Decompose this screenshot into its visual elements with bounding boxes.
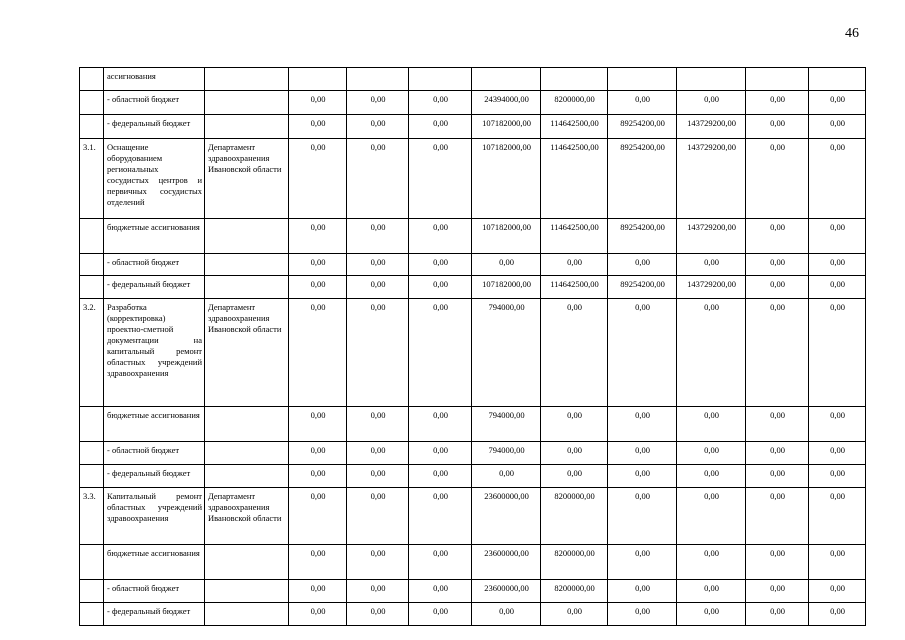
table-row [80, 488, 866, 545]
value-cell: 0,00 [608, 465, 677, 488]
value-cell: 0,00 [289, 299, 347, 407]
value-cell: 0,00 [541, 299, 608, 407]
value-cell: 23600000,00 [472, 545, 541, 580]
value-cell: 0,00 [746, 219, 809, 254]
value-cell: 0,00 [541, 254, 608, 276]
value-cell: 0,00 [541, 407, 608, 442]
table-row [80, 68, 866, 91]
executor-cell [205, 115, 289, 139]
value-cell: 0,00 [347, 442, 409, 465]
value-cell: 0,00 [409, 219, 472, 254]
table-row [80, 276, 866, 299]
row-number-cell: 3.3. [80, 488, 104, 545]
row-number-cell [80, 276, 104, 299]
value-cell: 0,00 [409, 276, 472, 299]
row-number-cell [80, 465, 104, 488]
value-cell: 0,00 [347, 91, 409, 115]
executor-cell: Департамент здравоохранения Ивановской области [205, 299, 289, 407]
value-cell: 0,00 [809, 488, 866, 545]
value-cell: 0,00 [409, 299, 472, 407]
value-cell: 143729200,00 [677, 115, 746, 139]
value-cell: 0,00 [409, 91, 472, 115]
value-cell: 0,00 [809, 580, 866, 603]
value-cell: 0,00 [809, 219, 866, 254]
table-row [80, 219, 866, 254]
executor-cell [205, 276, 289, 299]
table-row [80, 91, 866, 115]
row-number-cell: 3.1. [80, 139, 104, 219]
value-cell: 0,00 [746, 407, 809, 442]
table-row [80, 580, 866, 603]
value-cell: 24394000,00 [472, 91, 541, 115]
row-name-cell: - областной бюджет [104, 442, 205, 465]
value-cell: 89254200,00 [608, 276, 677, 299]
value-cell: 0,00 [746, 442, 809, 465]
value-cell: 0,00 [289, 407, 347, 442]
value-cell: 0,00 [289, 465, 347, 488]
value-cell: 0,00 [347, 580, 409, 603]
table-row [80, 465, 866, 488]
value-cell [677, 68, 746, 91]
value-cell [746, 68, 809, 91]
value-cell: 0,00 [809, 115, 866, 139]
value-cell: 0,00 [409, 580, 472, 603]
value-cell [809, 68, 866, 91]
executor-cell [205, 442, 289, 465]
row-name-cell: - областной бюджет [104, 580, 205, 603]
row-number-cell [80, 407, 104, 442]
table-row [80, 115, 866, 139]
row-number-cell [80, 442, 104, 465]
row-name-cell: бюджетные ассигнования [104, 219, 205, 254]
value-cell: 0,00 [809, 407, 866, 442]
value-cell: 0,00 [608, 442, 677, 465]
row-name-cell: ассигнования [104, 68, 205, 91]
value-cell: 89254200,00 [608, 219, 677, 254]
row-number-cell [80, 91, 104, 115]
value-cell: 114642500,00 [541, 139, 608, 219]
executor-cell [205, 603, 289, 626]
value-cell: 0,00 [809, 276, 866, 299]
value-cell: 0,00 [409, 115, 472, 139]
value-cell [472, 68, 541, 91]
value-cell: 23600000,00 [472, 580, 541, 603]
value-cell: 0,00 [746, 603, 809, 626]
table-row [80, 603, 866, 626]
value-cell: 0,00 [746, 139, 809, 219]
value-cell: 0,00 [677, 580, 746, 603]
value-cell: 0,00 [347, 299, 409, 407]
row-name-cell: - федеральный бюджет [104, 115, 205, 139]
value-cell: 0,00 [289, 254, 347, 276]
value-cell: 0,00 [608, 580, 677, 603]
value-cell: 0,00 [472, 603, 541, 626]
value-cell: 8200000,00 [541, 91, 608, 115]
row-name-cell: - федеральный бюджет [104, 603, 205, 626]
value-cell: 0,00 [347, 115, 409, 139]
row-name-cell: бюджетные ассигнования [104, 545, 205, 580]
value-cell: 0,00 [409, 254, 472, 276]
row-name-cell: - областной бюджет [104, 254, 205, 276]
page-number: 46 [845, 26, 859, 41]
value-cell: 0,00 [289, 580, 347, 603]
value-cell [409, 68, 472, 91]
value-cell: 0,00 [608, 299, 677, 407]
value-cell: 0,00 [677, 545, 746, 580]
value-cell: 0,00 [289, 115, 347, 139]
value-cell: 0,00 [347, 488, 409, 545]
value-cell: 0,00 [409, 603, 472, 626]
value-cell: 8200000,00 [541, 488, 608, 545]
value-cell: 794000,00 [472, 299, 541, 407]
table-row [80, 139, 866, 219]
value-cell: 0,00 [809, 139, 866, 219]
executor-cell: Департамент здравоохранения Ивановской области [205, 488, 289, 545]
value-cell: 0,00 [809, 603, 866, 626]
value-cell: 0,00 [347, 545, 409, 580]
table-row [80, 299, 866, 407]
executor-cell [205, 580, 289, 603]
value-cell: 794000,00 [472, 442, 541, 465]
executor-cell: Департамент здравоохранения Ивановской области [205, 139, 289, 219]
value-cell: 143729200,00 [677, 276, 746, 299]
value-cell: 23600000,00 [472, 488, 541, 545]
value-cell: 107182000,00 [472, 219, 541, 254]
table-row [80, 442, 866, 465]
value-cell: 0,00 [677, 254, 746, 276]
value-cell: 0,00 [608, 254, 677, 276]
value-cell: 0,00 [677, 488, 746, 545]
value-cell: 89254200,00 [608, 115, 677, 139]
row-number-cell [80, 254, 104, 276]
value-cell: 0,00 [608, 545, 677, 580]
value-cell: 0,00 [746, 91, 809, 115]
value-cell: 794000,00 [472, 407, 541, 442]
value-cell: 0,00 [809, 442, 866, 465]
value-cell: 0,00 [347, 407, 409, 442]
value-cell [541, 68, 608, 91]
value-cell: 8200000,00 [541, 545, 608, 580]
row-number-cell: 3.2. [80, 299, 104, 407]
row-name-cell: - федеральный бюджет [104, 465, 205, 488]
value-cell: 0,00 [608, 407, 677, 442]
value-cell: 0,00 [677, 299, 746, 407]
value-cell: 0,00 [746, 299, 809, 407]
value-cell: 0,00 [809, 545, 866, 580]
value-cell: 0,00 [677, 442, 746, 465]
value-cell: 0,00 [608, 603, 677, 626]
value-cell: 0,00 [746, 488, 809, 545]
value-cell: 0,00 [746, 254, 809, 276]
value-cell: 0,00 [289, 488, 347, 545]
budget-table [79, 67, 866, 626]
value-cell: 0,00 [472, 465, 541, 488]
value-cell: 0,00 [409, 139, 472, 219]
value-cell: 0,00 [409, 488, 472, 545]
executor-cell [205, 465, 289, 488]
row-name-cell: - федеральный бюджет [104, 276, 205, 299]
value-cell: 0,00 [809, 299, 866, 407]
value-cell: 0,00 [409, 407, 472, 442]
value-cell: 0,00 [289, 442, 347, 465]
value-cell: 0,00 [677, 465, 746, 488]
value-cell: 0,00 [347, 254, 409, 276]
value-cell: 0,00 [409, 442, 472, 465]
executor-cell [205, 407, 289, 442]
value-cell: 0,00 [746, 580, 809, 603]
table-row [80, 545, 866, 580]
value-cell: 0,00 [347, 219, 409, 254]
value-cell: 0,00 [677, 91, 746, 115]
value-cell: 107182000,00 [472, 276, 541, 299]
value-cell: 0,00 [289, 545, 347, 580]
executor-cell [205, 68, 289, 91]
value-cell: 0,00 [746, 276, 809, 299]
row-name-cell: - областной бюджет [104, 91, 205, 115]
value-cell: 0,00 [809, 91, 866, 115]
row-name-cell: бюджетные ассигнования [104, 407, 205, 442]
row-number-cell [80, 115, 104, 139]
value-cell: 0,00 [746, 115, 809, 139]
value-cell: 0,00 [289, 603, 347, 626]
value-cell: 0,00 [472, 254, 541, 276]
row-number-cell [80, 545, 104, 580]
value-cell: 0,00 [541, 603, 608, 626]
row-number-cell [80, 68, 104, 91]
value-cell [347, 68, 409, 91]
value-cell: 0,00 [347, 465, 409, 488]
row-name-cell: Оснащение оборудованием региональных сосудистых центров и первичных сосудистых отделений [104, 139, 205, 219]
value-cell: 143729200,00 [677, 139, 746, 219]
value-cell: 0,00 [289, 91, 347, 115]
value-cell: 89254200,00 [608, 139, 677, 219]
value-cell: 0,00 [409, 545, 472, 580]
row-number-cell [80, 603, 104, 626]
value-cell: 107182000,00 [472, 139, 541, 219]
value-cell: 0,00 [608, 488, 677, 545]
value-cell [289, 68, 347, 91]
value-cell: 0,00 [409, 465, 472, 488]
value-cell: 143729200,00 [677, 219, 746, 254]
table-row [80, 254, 866, 276]
row-number-cell [80, 580, 104, 603]
value-cell: 0,00 [347, 139, 409, 219]
table-row [80, 407, 866, 442]
executor-cell [205, 254, 289, 276]
row-name-cell: Разработка (корректировка) проектно-сметной документации на капитальный ремонт областных учреждений здравоохранения [104, 299, 205, 407]
value-cell: 0,00 [809, 465, 866, 488]
row-name-cell: Капитальный ремонт областных учреждений здравоохранения [104, 488, 205, 545]
value-cell: 0,00 [809, 254, 866, 276]
value-cell: 0,00 [289, 139, 347, 219]
value-cell: 0,00 [289, 276, 347, 299]
executor-cell [205, 219, 289, 254]
value-cell: 107182000,00 [472, 115, 541, 139]
executor-cell [205, 91, 289, 115]
value-cell: 0,00 [746, 465, 809, 488]
value-cell [608, 68, 677, 91]
value-cell: 0,00 [746, 545, 809, 580]
value-cell: 0,00 [289, 219, 347, 254]
value-cell: 0,00 [608, 91, 677, 115]
value-cell: 114642500,00 [541, 219, 608, 254]
value-cell: 0,00 [541, 442, 608, 465]
value-cell: 0,00 [677, 407, 746, 442]
value-cell: 8200000,00 [541, 580, 608, 603]
value-cell: 114642500,00 [541, 276, 608, 299]
value-cell: 114642500,00 [541, 115, 608, 139]
value-cell: 0,00 [347, 603, 409, 626]
value-cell: 0,00 [347, 276, 409, 299]
executor-cell [205, 545, 289, 580]
row-number-cell [80, 219, 104, 254]
value-cell: 0,00 [541, 465, 608, 488]
value-cell: 0,00 [677, 603, 746, 626]
